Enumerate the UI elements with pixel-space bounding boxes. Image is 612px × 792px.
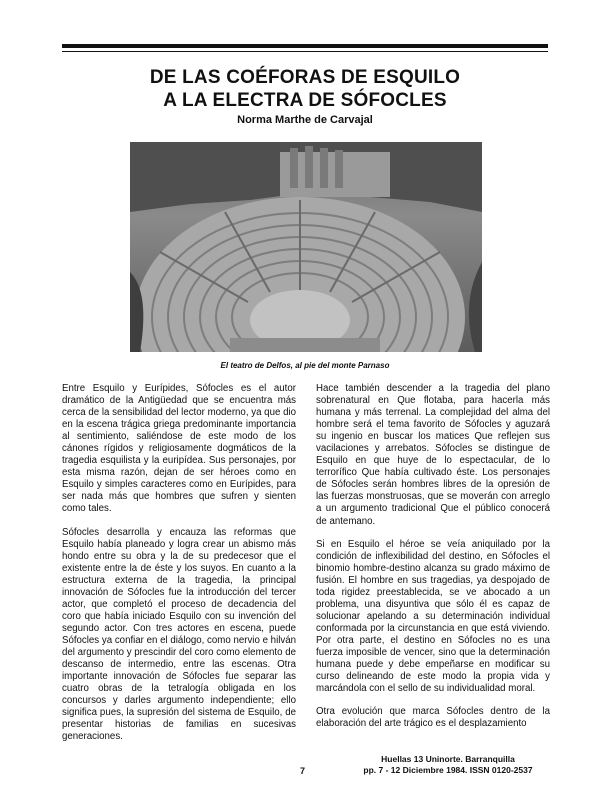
- left-column: [62, 383, 296, 754]
- photo-caption: El teatro de Delfos, al pie del monte Parnaso: [220, 361, 390, 370]
- theatre-photo: [130, 142, 482, 352]
- header-rule-thin: [62, 51, 548, 52]
- article-title-line-2: A LA ELECTRA DE SÓFOCLES: [163, 90, 447, 111]
- page-number: 7: [300, 766, 306, 776]
- temple-column: [290, 148, 298, 188]
- journal-footer: [350, 754, 546, 776]
- paragraph: Si en Esquilo el héroe se veía aniquilado por la condición de inflexibilidad del destino, en Sófocles el binomio hombre-destino alcanza su grado máximo de fusión. El hombre en sus tragedias, ya despojado de toda rigidez preestablecida, se ve abocado a un problema, una disyuntiva que sólo él es capaz de solucionar apelando a su determinación individual conformada por la circunstancia en que está viviendo. Por otra parte, el destino en Sófocles no es una fuerza imposible de vencer, sino que la determinación humana puede y debe empeñarse en modificar su curso delineando de este modo la propia vida y marcándola con el sello de su individualidad moral.: [316, 538, 550, 695]
- paragraph: Sófocles desarrolla y encauza las reformas que Esquilo había planeado y logra crear un abismo más hondo entre su obra y la de su predecesor que el existente entre la de éste y los suyos. En cuanto a la estructura externa de la tragedia, la principal innovación de Sófocles fue la introducción del tercer actor, que completó el proceso de decadencia del coro que había iniciado Esquilo con su invención del segundo actor. Con tres actores en escena, puede Sófocles ya confiar en el diálogo, como nervio e hilván del argumento y prescindir del coro como elemento de descanso de intermedio, entre las escenas. Otra importante innovación de Sófocles fue separar las cuatro obras de la tetralogía obligada en los concursos y darles argumento independiente; ello significa pues, la supresión del sistema de Esquilo, de presentar historias de familias en sucesivas generaciones.: [62, 526, 296, 743]
- right-column: [316, 383, 550, 741]
- journal-citation: pp. 7 - 12 Diciembre 1984. ISSN 0120-2537: [363, 765, 533, 775]
- paragraph: Hace también descender a la tragedia del plano sobrenatural en Que flotaba, para hacerla más humana y más terrenal. La complejidad del alma del hombre será el tema favorito de Sófocles y aguzará su ingenio en buscar los matices Que reflejen sus vacilaciones y arrebatos. Sófocles se distingue de Esquilo en que huye de lo espectacular, de lo terrorífico Que había cultivado éste. Los personajes de Sófocles serán hombres libres de la opresión de las fuerzas monstruosas, que se moverán con arreglo a un argumento tradicional Que el público conocerá de antemano.: [316, 383, 550, 527]
- stage-foundation: [230, 338, 380, 352]
- article-title-line-1: DE LAS COÉFORAS DE ESQUILO: [149, 67, 461, 88]
- temple-column: [305, 146, 313, 188]
- paragraph: Entre Esquilo y Eurípides, Sófocles es el autor dramático de la Antigüedad que se encuentra más cerca de la sensibilidad del lector moderno, ya que dio en la escena trágica griega predominante importancia al sentimiento, saliéndose de este modo de los cánones rígidos y religiosamente dogmáticos de la tragedia esquilista y la euripídea. Sus personajes, por esta misma razón, dejan de ser héroes como en Esquilo y simples caracteres como en Eurípides, para ser nada más que hombres que sufren y sienten como tales.: [62, 383, 296, 515]
- temple-column: [320, 148, 328, 188]
- article-author: Norma Marthe de Carvajal: [237, 114, 373, 126]
- header-rule-thick: [62, 44, 548, 48]
- temple-column: [335, 150, 343, 188]
- journal-name: Huellas 13 Uninorte. Barranquilla: [381, 754, 515, 764]
- paragraph: Otra evolución que marca Sófocles dentro de la elaboración del arte trágico es el desplazamiento: [316, 706, 550, 730]
